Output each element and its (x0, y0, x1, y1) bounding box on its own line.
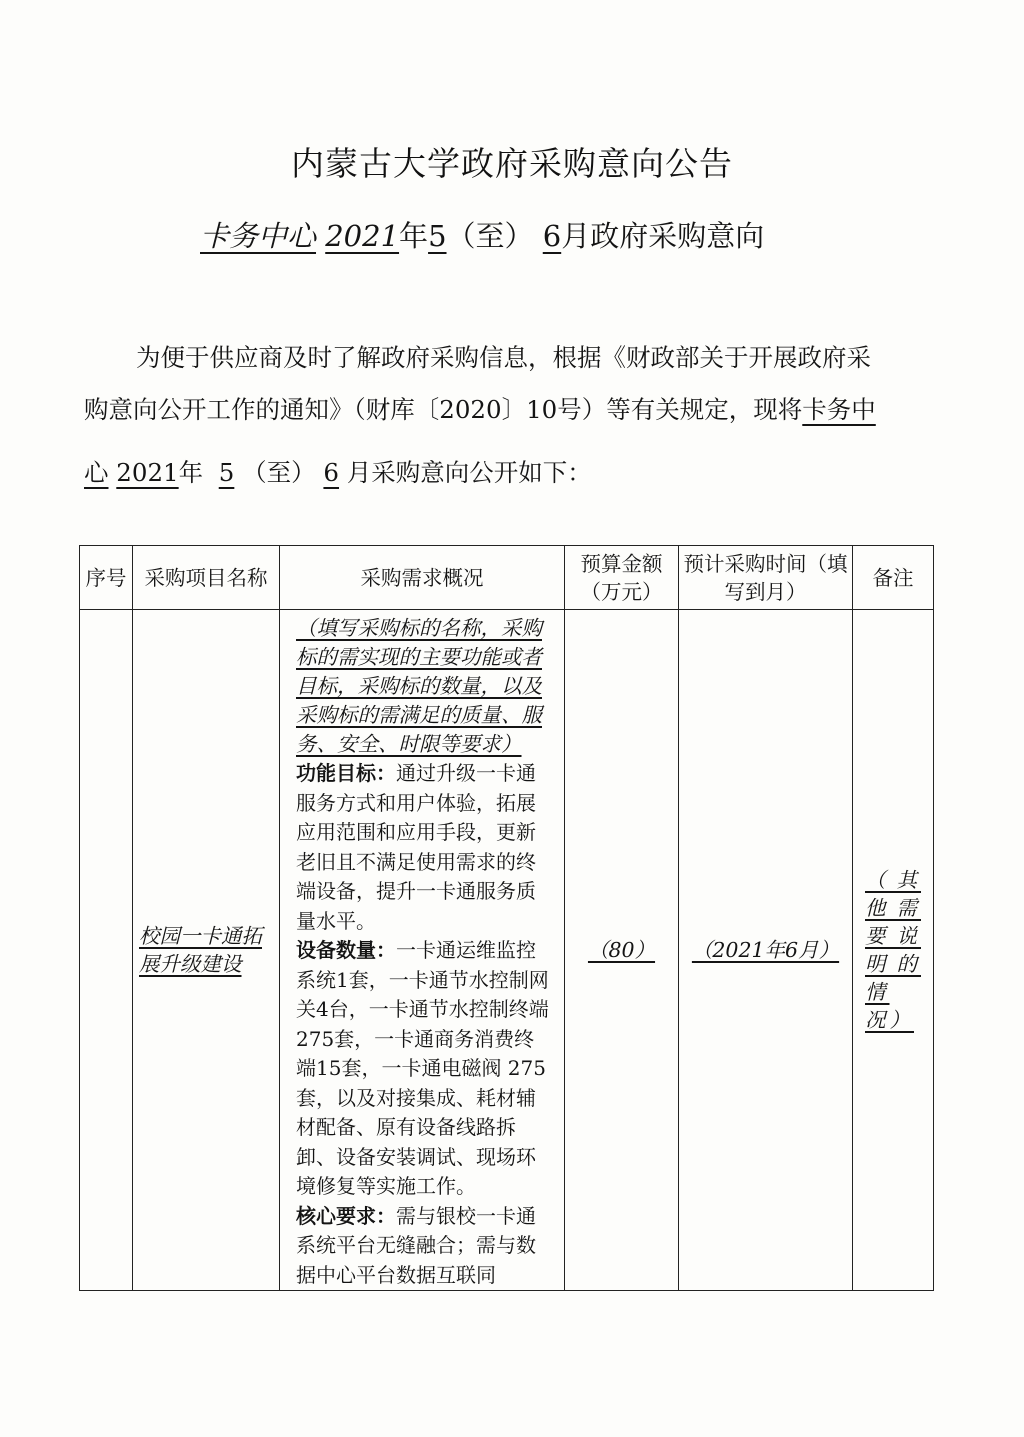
intro-line-2-unit: 卡务中 (802, 395, 876, 424)
intro-line-2-text: 购意向公开工作的通知》（财库〔2020〕10号）等有关规定，现将 (84, 395, 803, 424)
qty-text: 一卡通运维监控系统1套，一卡通节水控制网关4台，一卡通节水控制终端275套，一卡通商务消费终端15套，一卡通电磁阀 275 套，以及对接集成、耗材辅材配备、原有设备线路拆卸、设备安装调试、现场环境修复等实施工作。 (296, 938, 549, 1198)
row-desc-func (296, 759, 554, 936)
intro-line-3-tail: 月采购意向公开如下： (346, 458, 592, 487)
intro-line-1: 为便于供应商及时了解政府采购信息，根据《财政部关于开展政府采 (136, 343, 871, 372)
procurement-table (79, 545, 934, 1291)
intro-line-3-month-from: 5 (218, 458, 235, 487)
row-time: （2021年6月） (691, 938, 840, 962)
intro-line-3-year: 2021 (116, 458, 179, 487)
row-note: （其他需要说明的情况） (865, 868, 921, 1032)
subtitle-year: 2021 (325, 219, 400, 253)
header-note: 备注 (853, 546, 934, 610)
qty-label: 设备数量： (296, 938, 396, 962)
header-budget: 预算金额（万元） (565, 546, 679, 610)
intro-line-3-month-to: 6 (323, 458, 340, 487)
subtitle-unit: 卡务中心 (200, 219, 317, 253)
subtitle-month-to: 6 (542, 219, 562, 253)
row-name: 校园一卡通拓展升级建设 (139, 924, 262, 976)
row-desc-core (296, 1202, 554, 1291)
subtitle-tail: 月政府采购意向 (561, 219, 765, 253)
subtitle-year-suffix: 年 (399, 219, 429, 253)
table-row (80, 610, 934, 1291)
header-idx: 序号 (80, 546, 133, 610)
intro-line-3 (84, 442, 944, 504)
header-name: 采购项目名称 (133, 546, 280, 610)
row-desc-instruction: （填写采购标的名称，采购标的需实现的主要功能或者目标，采购标的数量，以及采购标的需满足的质量、服务、安全、时限等要求） (296, 616, 542, 756)
header-desc: 采购需求概况 (280, 546, 565, 610)
subtitle-month-from: 5 (428, 219, 447, 253)
row-time-cell (679, 610, 853, 1291)
header-time: 预计采购时间（填写到月） (679, 546, 853, 610)
row-name-cell (133, 610, 280, 1291)
intro-line-3-to: （至） (242, 458, 316, 487)
table-header-row (80, 546, 934, 610)
page-title: 内蒙古大学政府采购意向公告 (291, 144, 733, 183)
row-budget-cell (565, 610, 679, 1291)
row-idx (80, 610, 133, 1291)
core-label: 核心要求： (296, 1203, 396, 1228)
core-text: 需与银校一卡通系统平台无缝融合；需与数据中心平台数据互联同 (296, 1203, 536, 1287)
row-budget: （80） (587, 938, 656, 962)
func-label: 功能目标： (296, 761, 396, 785)
intro-line-2 (84, 379, 944, 441)
row-desc-cell (280, 610, 565, 1291)
subtitle (200, 214, 840, 255)
intro-line-3-unit: 心 (84, 458, 109, 487)
func-text: 通过升级一卡通服务方式和用户体验，拓展应用范围和应用手段，更新老旧且不满足使用需求的终端设备，提升一卡通服务质量水平。 (296, 761, 536, 933)
intro-line-3-year-suffix: 年 (178, 458, 204, 487)
row-desc-qty (296, 936, 554, 1202)
subtitle-to: （至） (446, 219, 534, 253)
row-note-cell (853, 610, 934, 1291)
